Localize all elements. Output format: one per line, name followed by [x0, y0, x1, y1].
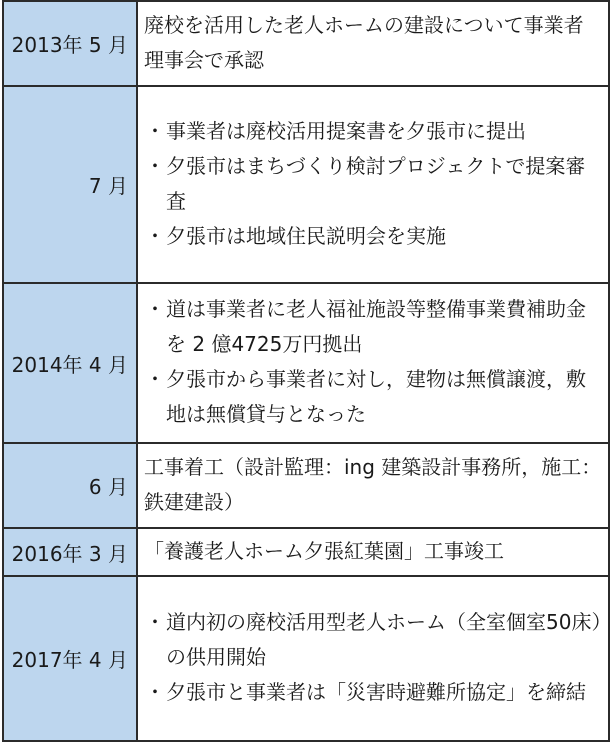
list-item-text: 夕張市はまちづくり検討プロジェクトで提案審査	[166, 153, 586, 213]
list-item-text: 夕張市は地域住民説明会を実施	[166, 223, 446, 248]
date-cell: 2016年 3 月	[3, 528, 137, 576]
table-row	[3, 443, 609, 528]
event-text: 廃校を活用した老人ホームの建設について事業者理事会で承認	[144, 12, 584, 72]
list-item-text: 夕張市から事業者に対し，建物は無償譲渡，敷地は無償貸与となった	[166, 367, 586, 426]
list-item	[144, 219, 602, 254]
date-cell: 7 月	[3, 86, 137, 283]
bullet-marker: ・	[145, 297, 165, 321]
date-cell: 2014年 4 月	[3, 283, 137, 443]
bullet-marker: ・	[145, 223, 165, 248]
bullet-marker: ・	[145, 153, 165, 178]
timeline-table	[2, 0, 610, 742]
table-row	[3, 1, 609, 86]
description-cell	[137, 443, 609, 528]
date-cell: 6 月	[3, 443, 137, 528]
date-cell: 2013年 5 月	[3, 1, 137, 86]
description-cell	[137, 283, 609, 443]
list-item	[144, 149, 602, 219]
description-cell	[137, 1, 609, 86]
table-row	[3, 283, 609, 443]
bullet-marker: ・	[145, 610, 165, 634]
bullet-marker: ・	[145, 680, 165, 704]
list-item	[144, 292, 602, 362]
list-item	[144, 605, 602, 675]
description-cell	[137, 86, 609, 283]
list-item	[144, 362, 602, 432]
list-item-text: 道内初の廃校活用型老人ホーム（全室個室50床）の供用開始	[166, 610, 602, 669]
list-item-text: 事業者は廃校活用提案書を夕張市に提出	[166, 118, 526, 143]
event-text: 工事着工（設計監理：ing 建築設計事務所，施工：鉄建建設）	[144, 454, 602, 514]
list-item	[144, 675, 602, 710]
description-cell	[137, 528, 609, 576]
table-row	[3, 86, 609, 283]
description-cell	[137, 576, 609, 741]
table-row	[3, 528, 609, 576]
table-row	[3, 576, 609, 741]
list-item-text: 夕張市と事業者は「災害時避難所協定」を締結	[166, 680, 586, 704]
bullet-marker: ・	[145, 118, 165, 143]
event-text: 「養護老人ホーム夕張紅葉園」工事竣工	[144, 538, 504, 563]
bullet-marker: ・	[145, 367, 165, 391]
list-item	[144, 114, 602, 149]
date-cell: 2017年 4 月	[3, 576, 137, 741]
list-item-text: 道は事業者に老人福祉施設等整備事業費補助金を 2 億4725万円拠出	[166, 297, 586, 356]
